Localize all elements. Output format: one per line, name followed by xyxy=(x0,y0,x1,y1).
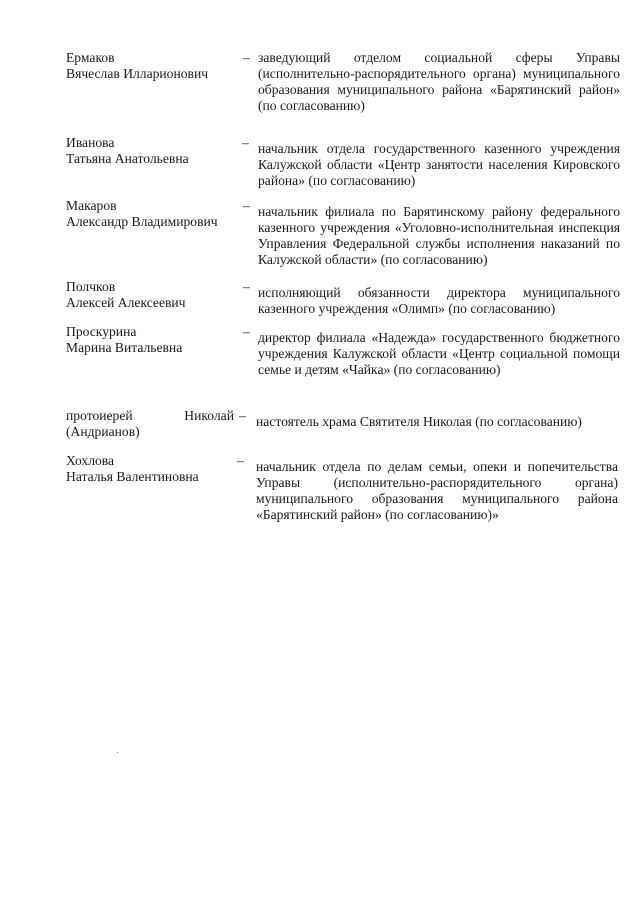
member-name xyxy=(66,408,234,440)
member-position: настоятель храма Святителя Николая (по согласованию) xyxy=(256,414,582,429)
member-position: директор филиала «Надежда» государственного бюджетного учреждения Калужской области «Центр социальной помощи семье и детям «Чайка» (по согласованию) xyxy=(258,330,620,377)
member-dash: – xyxy=(243,50,250,65)
member-dash: – xyxy=(243,324,250,339)
member-given-names: Наталья Валентиновна xyxy=(66,469,199,484)
member-position: начальник филиала по Барятинскому району федерального казенного учреждения «Уголовно-исполнительная инспекция Управления Федеральной службы исполнения наказаний по Калужской области» (по согласованию) xyxy=(258,204,620,267)
member-dash: – xyxy=(237,453,244,468)
member-given-names: Алексей Алексеевич xyxy=(66,295,186,310)
member-name xyxy=(66,324,236,356)
member-position: начальник отдела по делам семьи, опеки и попечительства Управы (исполнительно-распорядительного органа) муниципального образования муниципального района «Барятинский район» (по согласованию)» xyxy=(256,459,618,522)
member-given-names: Вячеслав Илларионович xyxy=(66,66,209,81)
member-name xyxy=(66,453,236,485)
member-name xyxy=(66,50,236,82)
member-surname: Ермаков xyxy=(66,50,115,65)
member-dash: – xyxy=(239,408,246,423)
member-name xyxy=(66,198,236,230)
member-position: начальник отдела государственного казенного учреждения Калужской области «Центр занятости населения Кировского района» (по согласованию) xyxy=(258,141,620,188)
member-surname: Полчков xyxy=(66,279,116,294)
member-surname: Проскурина xyxy=(66,324,137,339)
member-given-names: Марина Витальевна xyxy=(66,340,183,355)
member-given-names: Татьяна Анатольевна xyxy=(66,151,189,166)
member-surname: Хохлова xyxy=(66,453,115,468)
member-name xyxy=(66,135,236,167)
member-given-names: Александр Владимирович xyxy=(66,214,218,229)
member-position: заведующий отделом социальной сферы Управы (исполнительно-распорядительного органа) муниципального образования муниципального района «Барятинский район» (по согласованию) xyxy=(258,50,620,113)
member-full-name: протоиерей Николай (Андрианов) xyxy=(66,408,234,439)
member-position: исполняющий обязанности директора муниципального казенного учреждения «Олимп» (по согласованию) xyxy=(258,285,620,316)
member-surname: Иванова xyxy=(66,135,115,150)
member-dash: – xyxy=(243,279,250,294)
member-dash: – xyxy=(242,135,249,150)
member-name xyxy=(66,279,236,311)
member-dash: – xyxy=(243,198,250,213)
member-surname: Макаров xyxy=(66,198,117,213)
scan-speck xyxy=(117,752,118,753)
